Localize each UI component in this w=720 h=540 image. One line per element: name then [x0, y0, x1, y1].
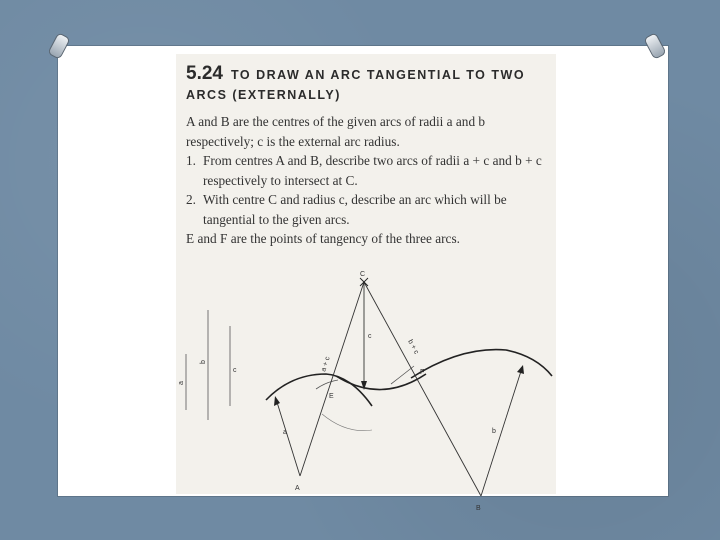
radius-label-c-fig: c — [368, 333, 372, 340]
radius-label-c: c — [233, 367, 237, 374]
step-2-text: With centre C and radius c, describe an arc which will be tangential to the given arcs. — [203, 192, 507, 227]
step-2-number: 2. — [186, 192, 196, 207]
point-label-f: F — [420, 369, 425, 376]
radius-label-b: b — [200, 360, 207, 364]
section-number: 5.24 — [186, 63, 223, 84]
given-arc-b — [411, 350, 552, 378]
radius-a-line — [276, 399, 300, 476]
textbook-page — [176, 54, 556, 512]
construction-tick-e — [316, 380, 338, 389]
line-a-to-c — [300, 282, 364, 476]
construction-arc-lower — [322, 414, 372, 431]
given-arc-a — [266, 374, 372, 406]
radius-label-a-fig: a — [283, 429, 287, 436]
point-label-b: B — [476, 505, 481, 512]
radius-label-b-plus-c: b + c — [406, 338, 420, 356]
intro-paragraph: A and B are the centres of the given arcs of radii a and b respectively; c is the external arc radius. — [186, 114, 486, 149]
arrowhead-a — [274, 396, 280, 406]
outro-paragraph: E and F are the points of tangency of the three arcs. — [186, 231, 460, 246]
radius-label-a: a — [178, 381, 185, 385]
radius-label-a-plus-c: a + c — [320, 355, 332, 373]
construction-tick-f — [391, 366, 414, 384]
slide — [58, 46, 668, 512]
arrowhead-b — [517, 365, 524, 374]
point-label-a: A — [295, 485, 300, 492]
step-1-number: 1. — [186, 153, 196, 168]
step-1-text: From centres A and B, describe two arcs of radii a + c and b + c respectively to intersect at C. — [203, 153, 542, 188]
tangent-arcs-figure — [176, 54, 556, 512]
point-label-c: C — [360, 271, 366, 278]
radius-b-line — [481, 368, 522, 496]
point-label-e: E — [329, 393, 334, 400]
section-title: TO DRAW AN ARC TANGENTIAL TO TWO ARCS (EXTERNALLY) — [186, 68, 526, 102]
radius-label-b-fig: b — [492, 428, 496, 435]
